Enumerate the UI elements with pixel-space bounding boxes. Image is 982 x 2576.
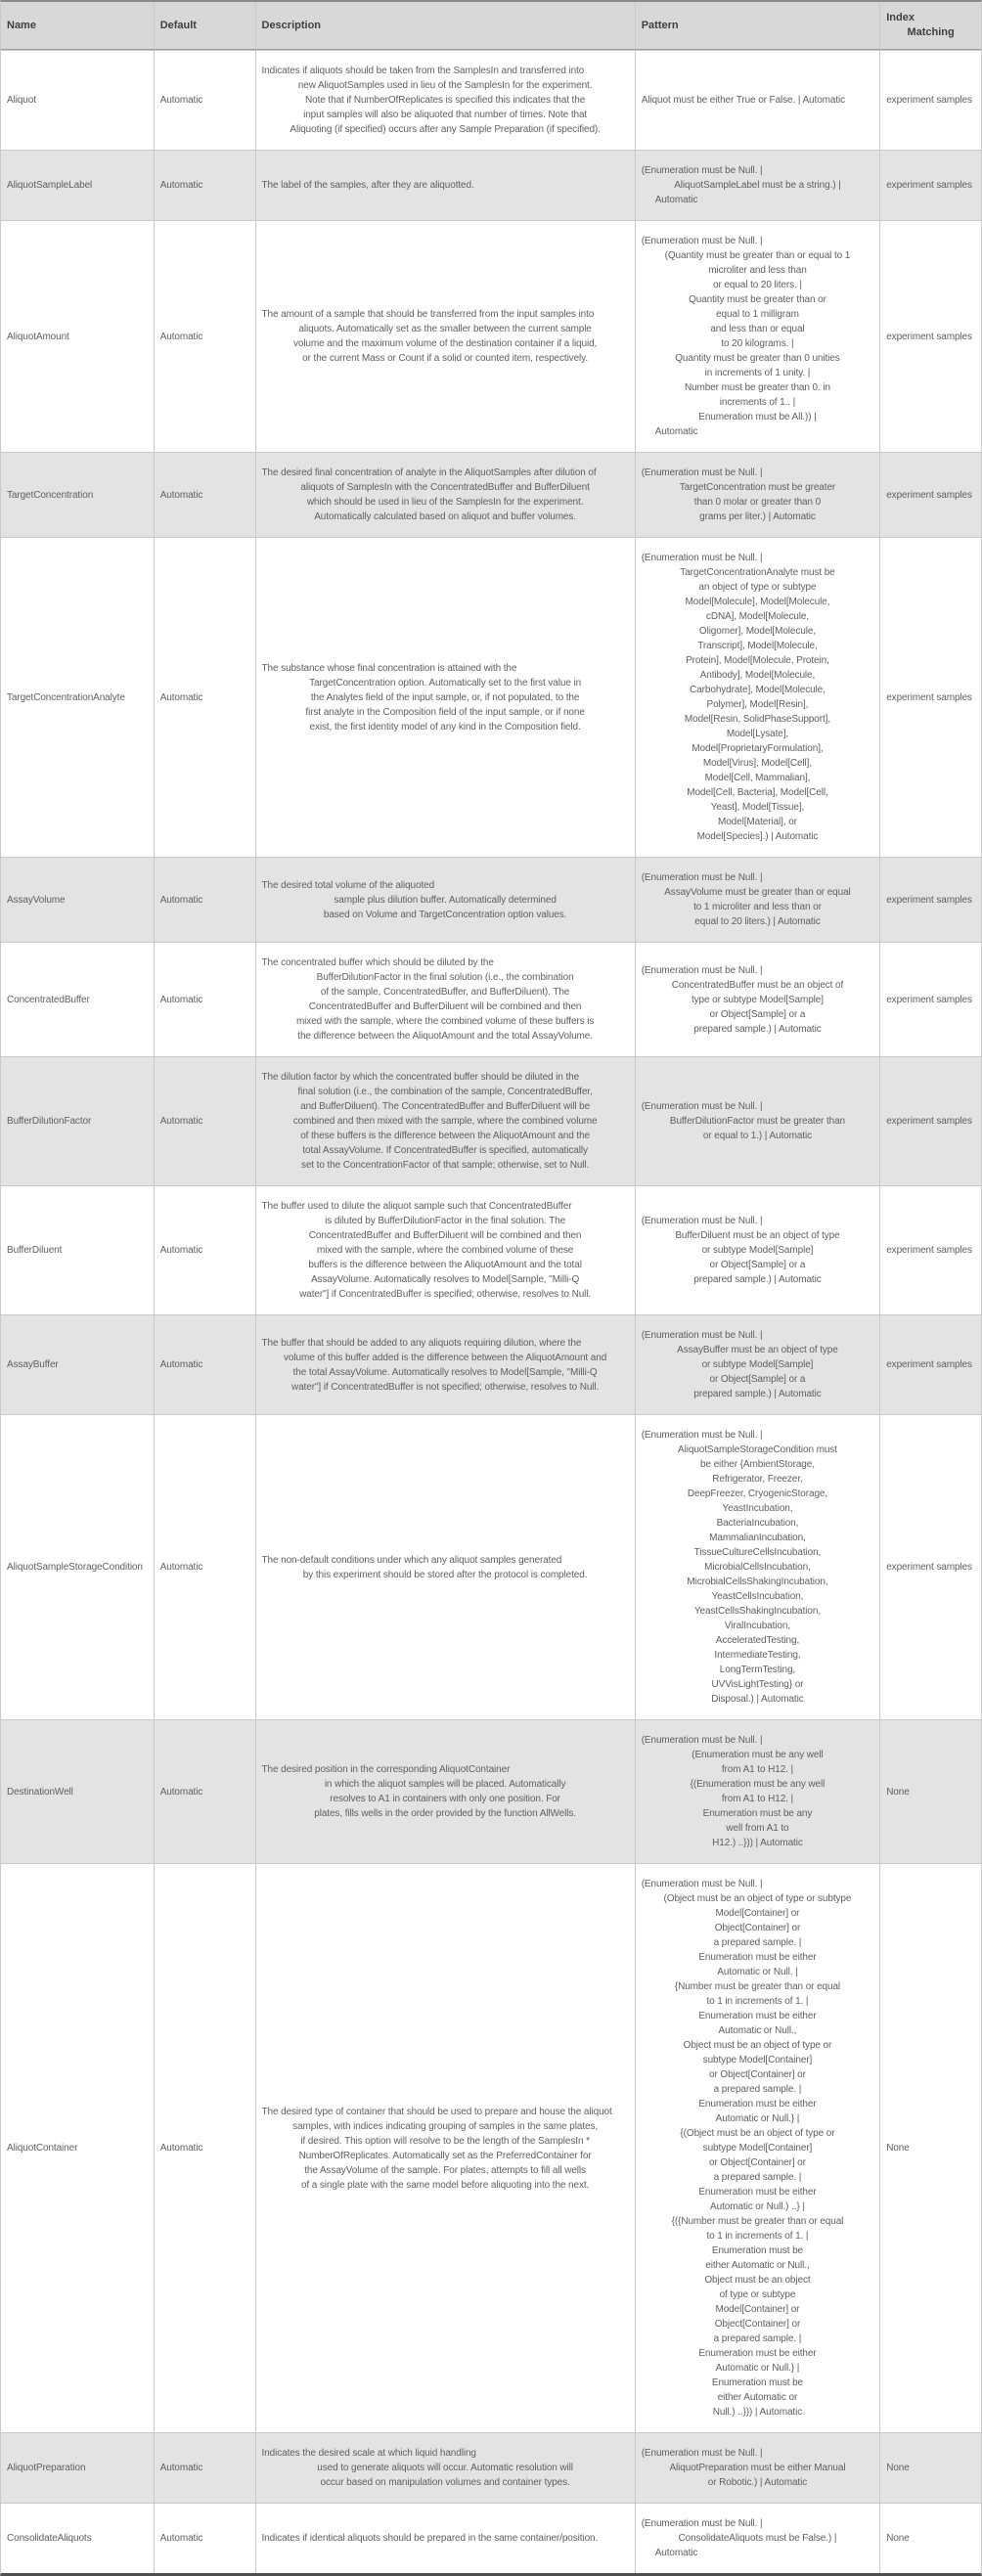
- text-line: Indicates if aliquots should be taken from the SamplesIn and transferred into: [261, 66, 585, 76]
- text-line: IntermediateTesting,: [714, 1650, 801, 1661]
- text-line: Yeast], Model[Tissue],: [710, 802, 805, 813]
- text-line: and less than or equal: [710, 324, 805, 334]
- text-line: or Object[Sample] or a: [709, 1008, 806, 1020]
- option-index-matching: experiment samples: [879, 453, 981, 537]
- text-line: Model[Virus], Model[Cell],: [702, 758, 813, 769]
- text-line: Model[Molecule], Model[Molecule,: [685, 597, 830, 607]
- option-pattern: [635, 1315, 880, 1414]
- text-line: Model[ProprietaryFormulation],: [692, 743, 824, 754]
- table-row: [1, 50, 981, 150]
- text-line: DeepFreezer, CryogenicStorage,: [687, 1488, 828, 1499]
- option-name: TargetConcentration: [7, 489, 94, 501]
- text-line: Index: [886, 12, 915, 23]
- text-line: The buffer that should be added to any aliquots requiring dilution, where the: [261, 1337, 582, 1349]
- text-line: resolves to A1 in containers with only one position. For: [330, 1794, 560, 1804]
- text-line: Protein], Model[Molecule, Protein,: [686, 655, 829, 666]
- option-pattern: [635, 2433, 880, 2503]
- option-description: [255, 151, 635, 220]
- text-line: be either {AmbientStorage,: [699, 1459, 815, 1470]
- option-index-matching: experiment samples: [879, 1186, 981, 1314]
- text-line: AliquotSampleStorageCondition must: [678, 1444, 837, 1455]
- text-line: AliquotPreparation must be either Manual: [669, 2463, 846, 2473]
- text-line: Enumeration must be either: [698, 2011, 817, 2021]
- text-line: Model[Species].) | Automatic: [696, 831, 819, 842]
- text-line: prepared sample.) | Automatic: [693, 1023, 822, 1035]
- text-line: Automatic or Null.} |: [715, 2113, 800, 2124]
- option-index-matching: None: [879, 1720, 981, 1863]
- text-line: of type or subtype: [719, 2289, 796, 2300]
- text-line: Model[Lysate],: [726, 729, 789, 739]
- text-line: of these buffers is the difference between the AliquotAmount and the: [300, 1131, 591, 1141]
- option-default: Automatic: [154, 1186, 255, 1314]
- option-name: AssayVolume: [7, 894, 66, 906]
- option-default: Automatic: [154, 1415, 255, 1719]
- table-row: [1, 1185, 981, 1314]
- text-line: The substance whose final concentration is attained with the: [261, 662, 517, 674]
- text-line: (Enumeration must be Null. |: [641, 1101, 763, 1112]
- text-line: in increments of 1 unity. |: [704, 368, 811, 378]
- table-row: [1, 1314, 981, 1414]
- text-line: final solution (i.e., the combination of the sample, ConcentratedBuffer,: [297, 1087, 593, 1097]
- option-pattern: [635, 2504, 880, 2573]
- text-line: (Enumeration must be Null. |: [641, 553, 763, 563]
- text-line: (Enumeration must be Null. |: [641, 872, 763, 883]
- option-pattern: [635, 1057, 880, 1185]
- option-pattern: [635, 1186, 880, 1314]
- table-body: [1, 50, 981, 2573]
- text-line: The dilution factor by which the concentrated buffer should be diluted in the: [261, 1072, 580, 1083]
- text-line: MammalianIncubation,: [709, 1532, 806, 1543]
- text-line: BufferDilutionFactor must be greater than: [669, 1116, 846, 1127]
- text-line: (Enumeration must be Null. |: [641, 1330, 763, 1341]
- text-line: to 20 kilograms. |: [721, 338, 794, 349]
- text-line: or equal to 20 liters. |: [713, 280, 802, 290]
- text-line: YeastCellsIncubation,: [711, 1591, 804, 1602]
- table-row: [1, 2432, 981, 2503]
- text-line: exist, the first identity model of any kind in the Composition field.: [309, 721, 581, 733]
- text-line: aliquots of SamplesIn with the ConcentratedBuffer and BufferDiluent: [300, 482, 590, 493]
- text-line: either Automatic or: [717, 2392, 798, 2403]
- text-line: the Analytes field of the input sample, or, if not populated, to the: [310, 691, 580, 703]
- text-line: than 0 molar or greater than 0: [693, 497, 822, 508]
- text-line: or subtype Model[Sample]: [701, 1245, 814, 1256]
- text-line: Name: [7, 19, 36, 31]
- text-line: ConcentratedBuffer and BufferDiluent will be combined and then: [308, 1230, 582, 1241]
- text-line: of a single plate with the same model before aliquoting into the next.: [300, 2179, 590, 2191]
- option-pattern: [635, 453, 880, 537]
- option-index-matching: experiment samples: [879, 858, 981, 942]
- text-line: Description: [261, 19, 322, 31]
- text-line: (Quantity must be greater than or equal to 1: [664, 250, 851, 261]
- text-line: Enumeration must be either: [698, 2348, 817, 2359]
- text-line: total AssayVolume. If ConcentratedBuffer is specified, automatically: [302, 1145, 588, 1156]
- text-line: Refrigerator, Freezer,: [712, 1474, 803, 1485]
- text-line: (Enumeration must be Null. |: [641, 236, 763, 246]
- text-line: and BufferDiluent). The ConcentratedBuffer and BufferDiluent will be: [300, 1101, 591, 1112]
- text-line: MicrobialCellsShakingIncubation,: [687, 1577, 828, 1587]
- option-name: AliquotSampleLabel: [7, 180, 93, 191]
- option-description: [255, 51, 635, 150]
- option-name: ConsolidateAliquots: [7, 2533, 92, 2544]
- text-line: (Enumeration must be any well: [692, 1750, 824, 1760]
- text-line: (Enumeration must be Null. |: [641, 1879, 763, 1889]
- text-line: the total AssayVolume. Automatically resolves to Model[Sample, "Milli-Q: [292, 1366, 598, 1378]
- text-line: plates, fills wells in the order provided by the function AllWells.: [314, 1808, 576, 1819]
- text-line: volume of this buffer added is the difference between the AliquotAmount and: [284, 1352, 607, 1363]
- text-line: mixed with the sample, where the combined volume of these buffers is: [295, 1016, 595, 1027]
- column-header-index-matching: [879, 2, 981, 49]
- option-description: [255, 538, 635, 857]
- text-line: AssayVolume. Automatically resolves to Model[Sample, "Milli-Q: [310, 1274, 580, 1285]
- text-line: a prepared sample. |: [713, 2333, 802, 2344]
- text-line: MicrobialCellsIncubation,: [704, 1562, 811, 1573]
- option-pattern: [635, 1415, 880, 1719]
- text-line: Automatic or Null.,: [718, 2025, 797, 2036]
- text-line: Enumeration must be either: [698, 2099, 817, 2110]
- text-line: The desired total volume of the aliquoted: [261, 879, 435, 891]
- column-header-description: [255, 2, 635, 49]
- text-line: Automatic: [654, 195, 698, 205]
- option-default: Automatic: [154, 51, 255, 150]
- text-line: used to generate aliquots will occur. Automatic resolution will: [317, 2463, 573, 2473]
- text-line: Enumeration must be: [711, 2377, 804, 2388]
- table-row: [1, 452, 981, 537]
- column-header-pattern: [635, 2, 880, 49]
- option-pattern: [635, 538, 880, 857]
- option-name: BufferDiluent: [7, 1245, 63, 1256]
- option-default: Automatic: [154, 2504, 255, 2573]
- option-name: BufferDilutionFactor: [7, 1116, 92, 1127]
- text-line: BufferDiluent must be an object of type: [675, 1230, 840, 1241]
- text-line: combined and then mixed with the sample, where the combined volume: [292, 1116, 598, 1127]
- text-line: volume and the maximum volume of the destination container if a liquid,: [292, 338, 598, 349]
- option-description: [255, 1057, 635, 1185]
- text-line: to 1 in increments of 1. |: [706, 2231, 809, 2242]
- text-line: AliquotSampleLabel must be a string.) |: [674, 180, 841, 191]
- text-line: Automatic or Null. |: [717, 1967, 798, 1977]
- text-line: H12.) ..})) | Automatic: [712, 1838, 803, 1848]
- option-default: Automatic: [154, 1864, 255, 2432]
- text-line: an object of type or subtype: [698, 582, 817, 593]
- option-pattern: [635, 858, 880, 942]
- text-line: cDNA], Model[Molecule,: [705, 611, 809, 622]
- text-line: (Enumeration must be Null. |: [641, 964, 763, 976]
- text-line: ViralIncubation,: [724, 1621, 791, 1631]
- option-default: Automatic: [154, 858, 255, 942]
- option-default: Automatic: [154, 1720, 255, 1863]
- text-line: TargetConcentration option. Automatically set to the first value in: [309, 677, 582, 688]
- table-row: [1, 1056, 981, 1185]
- option-pattern: [635, 221, 880, 452]
- text-line: grams per liter.) | Automatic: [699, 511, 816, 522]
- option-description: [255, 1415, 635, 1719]
- option-pattern: [635, 1720, 880, 1863]
- text-line: The non-default conditions under which any aliquot samples generated: [261, 1554, 562, 1566]
- text-line: Model[Container] or: [715, 2304, 800, 2315]
- option-description: [255, 858, 635, 942]
- text-line: occur based on manipulation volumes and container types.: [320, 2477, 570, 2488]
- text-line: (Enumeration must be Null. |: [641, 165, 763, 176]
- table-row: [1, 150, 981, 220]
- text-line: (Enumeration must be Null. |: [641, 2518, 763, 2529]
- text-line: (Enumeration must be Null. |: [641, 1430, 763, 1441]
- text-line: NumberOfReplicates. Automatically set as the PreferredContainer for: [298, 2150, 592, 2161]
- text-line: The label of the samples, after they are aliquotted.: [261, 180, 474, 191]
- text-line: Disposal.) | Automatic: [711, 1694, 804, 1705]
- text-line: the difference between the AliquotAmount and the total AssayVolume.: [297, 1031, 593, 1042]
- text-line: UVVisLightTesting} or: [711, 1679, 804, 1690]
- option-description: [255, 221, 635, 452]
- text-line: which should be used in lieu of the SamplesIn for the experiment.: [306, 497, 584, 508]
- text-line: either Automatic or Null.,: [705, 2260, 810, 2271]
- option-default: Automatic: [154, 2433, 255, 2503]
- option-description: [255, 1315, 635, 1414]
- text-line: microliter and less than: [708, 265, 807, 276]
- text-line: or Robotic.) | Automatic: [707, 2477, 808, 2488]
- text-line: from A1 to H12. |: [721, 1764, 794, 1775]
- text-line: Model[Cell, Bacteria], Model[Cell,: [687, 787, 828, 798]
- option-name: AliquotContainer: [7, 2143, 78, 2154]
- text-line: well from A1 to: [726, 1823, 789, 1834]
- text-line: input samples will also be aliquoted that number of times. Note that: [303, 110, 588, 120]
- option-default: Automatic: [154, 453, 255, 537]
- option-description: [255, 453, 635, 537]
- text-line: of the sample, ConcentratedBuffer, and BufferDiluent). The: [320, 987, 570, 998]
- text-line: Indicates the desired scale at which liquid handling: [261, 2448, 476, 2459]
- text-line: ConcentratedBuffer must be an object of: [671, 979, 844, 991]
- text-line: Object must be an object of type or: [683, 2040, 832, 2051]
- text-line: or the current Mass or Count if a solid or counted item, respectively.: [302, 353, 589, 364]
- text-line: YeastIncubation,: [722, 1503, 793, 1514]
- text-line: (Enumeration must be Null. |: [641, 1735, 763, 1746]
- option-description: [255, 1720, 635, 1863]
- text-line: to 1 microliter and less than or: [693, 902, 822, 912]
- text-line: {(Object must be an object of type or: [680, 2128, 835, 2139]
- option-index-matching: experiment samples: [879, 1415, 981, 1719]
- option-default: Automatic: [154, 1057, 255, 1185]
- text-line: aliquots. Automatically set as the smaller between the current sample: [298, 324, 592, 334]
- option-pattern: [635, 51, 880, 150]
- text-line: Aliquot must be either True or False. | Automatic: [641, 95, 846, 106]
- option-index-matching: None: [879, 2433, 981, 2503]
- text-line: the AssayVolume of the sample. For plates, attempts to fill all wells: [304, 2164, 586, 2176]
- text-line: or equal to 1.) | Automatic: [702, 1131, 812, 1141]
- text-line: sample plus dilution buffer. Automatically determined: [334, 894, 557, 906]
- text-line: (Enumeration must be Null. |: [641, 2448, 763, 2459]
- text-line: YeastCellsShakingIncubation,: [693, 1606, 822, 1617]
- option-index-matching: experiment samples: [879, 151, 981, 220]
- text-line: Aliquoting (if specified) occurs after any Sample Preparation (if specified).: [290, 124, 601, 135]
- option-index-matching: experiment samples: [879, 538, 981, 857]
- text-line: prepared sample.) | Automatic: [693, 1389, 822, 1399]
- column-header-default: [154, 2, 255, 49]
- text-line: Pattern: [641, 19, 679, 31]
- option-name: AliquotSampleStorageCondition: [7, 1562, 143, 1573]
- text-line: BufferDilutionFactor in the final solution (i.e., the combination: [316, 972, 574, 983]
- text-line: Matching: [907, 26, 955, 38]
- text-line: BacteriaIncubation,: [716, 1518, 799, 1529]
- text-line: The desired position in the corresponding AliquotContainer: [261, 1764, 511, 1775]
- text-line: LongTermTesting,: [719, 1665, 796, 1675]
- option-index-matching: None: [879, 1864, 981, 2432]
- text-line: Enumeration must be any: [702, 1808, 813, 1819]
- text-line: a prepared sample. |: [713, 2084, 802, 2095]
- text-line: AcceleratedTesting,: [715, 1635, 800, 1646]
- option-name: AssayBuffer: [7, 1359, 59, 1370]
- option-index-matching: experiment samples: [879, 943, 981, 1056]
- text-line: The desired final concentration of analyte in the AliquotSamples after dilution of: [261, 467, 597, 478]
- text-line: mixed with the sample, where the combined volume of these: [316, 1245, 574, 1256]
- text-line: in which the aliquot samples will be placed. Automatically: [324, 1779, 566, 1790]
- option-index-matching: experiment samples: [879, 51, 981, 150]
- text-line: Number must be greater than 0. in: [684, 382, 830, 393]
- option-default: Automatic: [154, 943, 255, 1056]
- text-line: {({Number must be greater than or equal: [671, 2216, 844, 2227]
- text-line: Default: [159, 19, 197, 31]
- text-line: Oligomer], Model[Molecule,: [698, 626, 817, 637]
- text-line: Enumeration must be: [711, 2245, 804, 2256]
- text-line: Enumeration must be All.)) |: [698, 412, 817, 422]
- option-name: ConcentratedBuffer: [7, 994, 90, 1005]
- text-line: Model[Cell, Mammalian],: [704, 773, 811, 783]
- option-name: AliquotAmount: [7, 331, 69, 342]
- option-pattern: [635, 1864, 880, 2432]
- text-line: ConcentratedBuffer and BufferDiluent will be combined and then: [308, 1001, 582, 1012]
- text-line: set to the ConcentrationFactor of that sample; otherwise, set to Null.: [300, 1160, 590, 1171]
- text-line: Transcript], Model[Molecule,: [697, 641, 818, 651]
- text-line: Automatically calculated based on aliquot and buffer volumes.: [314, 511, 576, 522]
- table-header-row: [1, 2, 981, 50]
- text-line: Object[Container] or: [714, 2319, 801, 2330]
- text-line: a prepared sample. |: [713, 2172, 802, 2183]
- text-line: AssayVolume must be greater than or equal: [664, 887, 851, 898]
- text-line: or subtype Model[Sample]: [701, 1359, 814, 1370]
- option-description: [255, 943, 635, 1056]
- text-line: or Object[Sample] or a: [709, 1374, 806, 1385]
- text-line: subtype Model[Container]: [702, 2143, 813, 2154]
- option-pattern: [635, 943, 880, 1056]
- option-index-matching: experiment samples: [879, 1315, 981, 1414]
- text-line: (Enumeration must be Null. |: [641, 467, 763, 478]
- table-row: [1, 220, 981, 452]
- table-row: [1, 2503, 981, 2573]
- text-line: subtype Model[Container]: [702, 2055, 813, 2065]
- text-line: Automatic: [654, 2548, 698, 2558]
- text-line: Carbohydrate], Model[Molecule,: [690, 685, 826, 695]
- option-name: DestinationWell: [7, 1786, 73, 1798]
- text-line: Enumeration must be either: [698, 1952, 817, 1963]
- text-line: or Object[Sample] or a: [709, 1260, 806, 1270]
- text-line: Quantity must be greater than 0 unities: [675, 353, 840, 364]
- text-line: (Object must be an object of type or subtype: [663, 1893, 852, 1904]
- option-default: Automatic: [154, 1315, 255, 1414]
- table-row: [1, 857, 981, 942]
- text-line: The buffer used to dilute the aliquot sample such that ConcentratedBuffer: [261, 1201, 572, 1212]
- text-line: samples, with indices indicating grouping of samples in the same plates,: [292, 2120, 599, 2132]
- text-line: Note that if NumberOfReplicates is specified this indicates that the: [305, 95, 586, 106]
- text-line: TargetConcentrationAnalyte must be: [680, 567, 835, 578]
- option-name: TargetConcentrationAnalyte: [7, 691, 125, 703]
- text-line: AssayBuffer must be an object of type: [677, 1345, 838, 1355]
- text-line: first analyte in the Composition field of the input sample, or if none: [305, 706, 585, 718]
- option-name: AliquotPreparation: [7, 2463, 86, 2473]
- text-line: Automatic or Null.) ..} |: [710, 2201, 805, 2212]
- text-line: Antibody], Model[Molecule,: [699, 670, 816, 681]
- option-description: [255, 1864, 635, 2432]
- table-row: [1, 537, 981, 857]
- text-line: Object[Container] or: [714, 1923, 801, 1933]
- text-line: or Object[Container] or: [709, 2069, 806, 2080]
- text-line: Automatic: [654, 426, 698, 437]
- text-line: (Enumeration must be Null. |: [641, 1216, 763, 1226]
- option-description: [255, 2504, 635, 2573]
- option-default: Automatic: [154, 538, 255, 857]
- text-line: from A1 to H12. |: [721, 1794, 794, 1804]
- text-line: new AliquotSamples used in lieu of the SamplesIn for the experiment.: [297, 80, 593, 91]
- option-index-matching: experiment samples: [879, 1057, 981, 1185]
- option-index-matching: None: [879, 2504, 981, 2573]
- text-line: Model[Container] or: [715, 1908, 800, 1919]
- table-row: [1, 1414, 981, 1719]
- table-row: [1, 1863, 981, 2432]
- text-line: by this experiment should be stored after the protocol is completed.: [302, 1569, 588, 1580]
- text-line: water"] if ConcentratedBuffer is not specified; otherwise, resolves to Null.: [290, 1381, 600, 1393]
- table-row: [1, 1719, 981, 1863]
- text-line: type or subtype Model[Sample]: [691, 994, 824, 1005]
- text-line: The concentrated buffer which should be diluted by the: [261, 957, 494, 968]
- text-line: if desired. This option will resolve to be the length of the SamplesIn *: [300, 2135, 590, 2147]
- text-line: Object must be an object: [704, 2275, 811, 2286]
- option-description: [255, 2433, 635, 2503]
- text-line: water"] if ConcentratedBuffer is specified; otherwise, resolves to Null.: [299, 1289, 592, 1300]
- text-line: TargetConcentration must be greater: [679, 482, 836, 493]
- text-line: a prepared sample. |: [713, 1937, 802, 1948]
- text-line: equal to 20 liters.) | Automatic: [694, 916, 821, 927]
- text-line: Enumeration must be either: [698, 2187, 817, 2198]
- text-line: The desired type of container that should be used to prepare and house the aliquot: [261, 2106, 612, 2117]
- table-row: [1, 942, 981, 1056]
- text-line: Quantity must be greater than or: [689, 294, 826, 305]
- text-line: Automatic or Null.} |: [715, 2363, 800, 2374]
- text-line: increments of 1.. |: [719, 397, 796, 408]
- text-line: Model[Material], or: [717, 817, 797, 827]
- option-index-matching: experiment samples: [879, 221, 981, 452]
- text-line: The amount of a sample that should be transferred from the input samples into: [261, 309, 595, 320]
- text-line: based on Volume and TargetConcentration option values.: [323, 909, 567, 920]
- text-line: prepared sample.) | Automatic: [693, 1274, 822, 1285]
- text-line: {Number must be greater than or equal: [674, 1981, 841, 1992]
- option-name: Aliquot: [7, 95, 36, 106]
- option-pattern: [635, 151, 880, 220]
- option-description: [255, 1186, 635, 1314]
- text-line: Model[Resin, SolidPhaseSupport],: [684, 714, 831, 725]
- text-line: Null.) ..})) | Automatic: [712, 2407, 803, 2418]
- text-line: or Object[Container] or: [709, 2157, 806, 2168]
- option-default: Automatic: [154, 221, 255, 452]
- text-line: Polymer], Model[Resin],: [706, 699, 809, 710]
- text-line: is diluted by BufferDilutionFactor in the final solution. The: [325, 1216, 566, 1226]
- text-line: {(Enumeration must be any well: [690, 1779, 826, 1790]
- text-line: equal to 1 milligram: [716, 309, 799, 320]
- text-line: buffers is the difference between the AliquotAmount and the total: [308, 1260, 582, 1270]
- text-line: to 1 in increments of 1. |: [706, 1996, 809, 2007]
- text-line: TissueCultureCellsIncubation,: [693, 1547, 822, 1558]
- column-header-name: [1, 2, 154, 49]
- option-default: Automatic: [154, 151, 255, 220]
- text-line: ConsolidateAliquots must be False.) |: [678, 2533, 837, 2544]
- text-line: Indicates if identical aliquots should be prepared in the same container/position.: [261, 2533, 599, 2544]
